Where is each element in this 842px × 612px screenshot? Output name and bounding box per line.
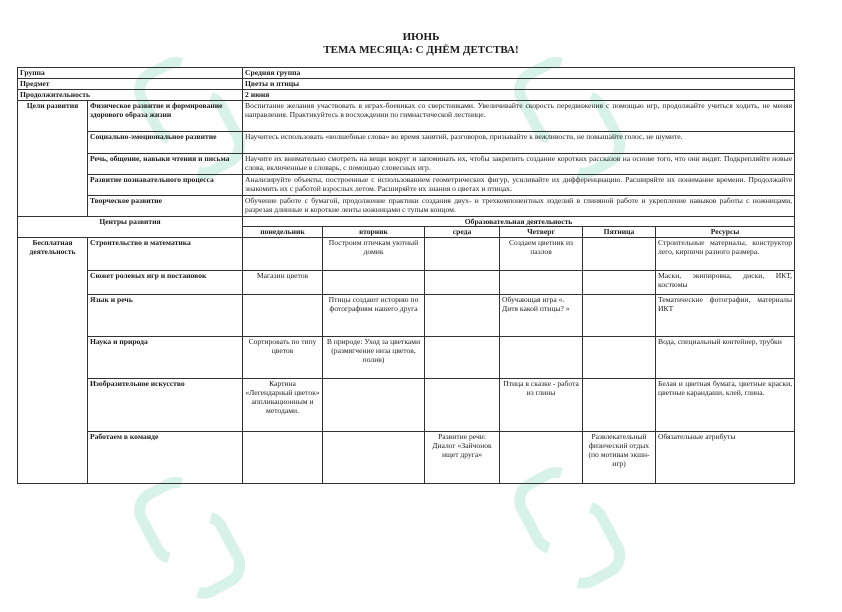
goal-text: Воспитание желания участвовать в играх-боевиках со сверстниками. Увеличивайте скорость передвижения с помощью игр, продолжайте учиться ходить, не меняя направления. Практикуйтесь в восхождении по гимнастической лестнице. [243,101,795,132]
table-row [18,132,795,154]
table-row [18,79,795,90]
activity-cell [425,270,500,294]
activity-cell [583,294,656,336]
table-row [18,270,795,294]
day-header-wednesday: среда [425,227,500,237]
day-header-friday: Пятница [583,227,656,237]
resources-header: Ресурсы [656,227,795,237]
resources-cell: Тематические фотографии, материалы ИКТ [656,294,795,336]
activity-cell: Создаем цветник из пазлов [500,237,583,270]
resources-cell: Вода, специальный контейнер, трубки [656,336,795,378]
activity-cell: Магазин цветов [243,270,323,294]
resources-cell: Обязательные атрибуты [656,431,795,483]
table-row [18,431,795,483]
goal-area: Социально-эмоциональное развитие [88,132,243,154]
table-row [18,175,795,196]
center-name: Работаем в команде [88,431,243,483]
goal-text: Анализируйте объекты, построенные с использованием геометрических фигур, усиливайте их дифференциацию. Расширяйте их понимание времени. Продолжайте знакомить их с работой взрослых летом. Расширяйте их знания о цветах и птицах. [243,175,795,196]
activity-cell: Птица в сказке - работа из глины [500,378,583,431]
month-heading: ИЮНЬ [402,31,440,43]
activity-cell: Построим птичкам уютный домик [323,237,425,270]
activity-cell: В природе: Уход за цветками (размягчение низа цветов, полив) [323,336,425,378]
activity-cell: Птицы создают историю по фотографиям нашего друга [323,294,425,336]
table-row [18,154,795,175]
activity-cell [583,378,656,431]
goal-text: Обучение работе с бумагой, продолжение практики создания двух- и трехкомпонентных изделий в глиняной работе и укрепление навыков работы с ножницами, разрезая длинные и короткие ленты ножницами с тупым концом. [243,196,795,217]
resources-cell: Строительные материалы, конструктор лего, кирпичи разного размера. [656,237,795,270]
subject-label: Предмет [18,79,243,90]
activity-cell: Картина «Легендарный цветок» аппликационным и методами. [243,378,323,431]
table-row [18,90,795,101]
day-header-tuesday: вторник [323,227,425,237]
table-row [18,336,795,378]
theme-heading: ТЕМА МЕСЯЦА: С ДНЁМ ДЕТСТВА! [323,44,519,56]
table-row [18,101,795,132]
day-header-monday: понедельник [243,227,323,237]
activity-cell [583,270,656,294]
table-row [18,378,795,431]
group-label: Группа [18,68,243,79]
goal-area: Физическое развитие и формирование здорового образа жизни [88,101,243,132]
activity-cell: Сортировать по типу цветов [243,336,323,378]
group-value: Средняя группа [243,68,795,79]
goal-area: Развитие познавательного процесса [88,175,243,196]
center-name: Изобразительное искусство [88,378,243,431]
activity-cell [500,270,583,294]
activity-cell: Обучающая игра «. Дитя какой птицы? » [500,294,583,336]
educational-header: Образовательная деятельность [243,217,795,227]
activity-cell [243,294,323,336]
subject-value: Цветы и птицы [243,79,795,90]
goal-text: Научите их внимательно смотреть на вещи вокруг и запоминать их, чтобы закрепить создание коротких рассказов на основе того, что они видят. Подкрепляйте новые слова, включенные в словарь, с помощью словесных игр. [243,154,795,175]
duration-label: Продолжительность [18,90,243,101]
plan-table [17,67,795,484]
activity-cell [323,431,425,483]
activity-cell [425,294,500,336]
activity-cell [425,378,500,431]
table-row [18,196,795,217]
activity-cell [500,336,583,378]
center-name: Наука и природа [88,336,243,378]
activity-cell [583,237,656,270]
activity-cell: Развитие речи: Диалог «Зайчонок ищет друга» [425,431,500,483]
center-name: Строительство и математика [88,237,243,270]
activity-cell: Развлекательный физический отдых (по мотивам экшн-игр) [583,431,656,483]
activity-cell [500,431,583,483]
resources-cell: Маски, экипировка, диски, ИКТ, костюмы [656,270,795,294]
activity-cell [243,237,323,270]
day-header-thursday: Четверг [500,227,583,237]
table-row [18,237,795,270]
activity-cell [425,336,500,378]
duration-value: 2 июня [243,90,795,101]
centers-header: Центры развития [18,217,243,238]
activity-cell [323,378,425,431]
goal-text: Научитесь использовать «волшебные слова» во время занятий, разговоров, призывайте к вежливости, не повышайте голос, не шумите. [243,132,795,154]
table-row [18,217,795,227]
goal-area: Творческое развитие [88,196,243,217]
activity-cell [323,270,425,294]
activity-cell [583,336,656,378]
goals-label: Цели развития [18,101,88,217]
resources-cell: Белая и цветная бумага, цветные краски, цветные карандаши, клей, глина. [656,378,795,431]
goal-area: Речь, общение, навыки чтения и письма [88,154,243,175]
activity-cell [425,237,500,270]
free-activity-label: Бесплатная деятельность [18,237,88,483]
table-row [18,68,795,79]
center-name: Язык и речь [88,294,243,336]
center-name: Сюжет ролевых игр и постановок [88,270,243,294]
watermark-logo [126,473,233,604]
activity-cell [243,431,323,483]
table-row [18,294,795,336]
